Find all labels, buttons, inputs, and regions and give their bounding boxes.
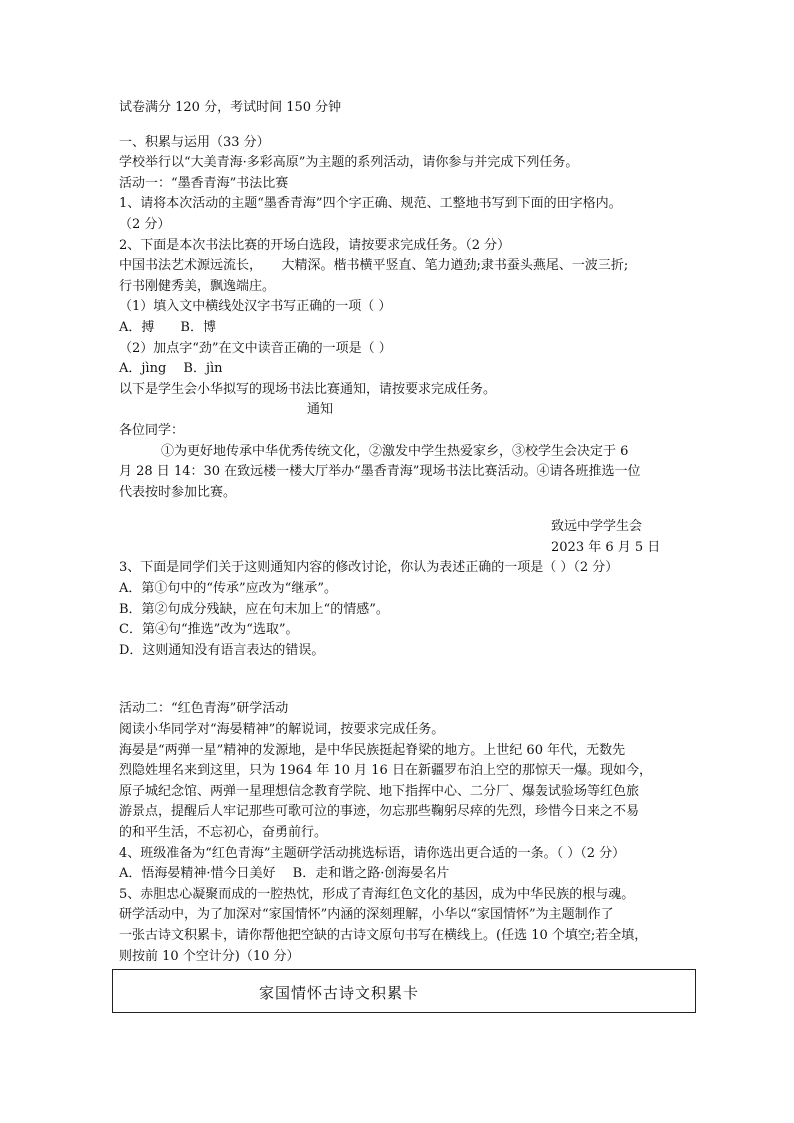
q2-passage-line: 行书刚健秀美，飘逸端庄。 [119, 278, 276, 294]
notice-title: 通知 [307, 402, 334, 418]
section-intro: 学校举行以“大美青海·多彩高原”为主题的系列活动，请你参与并完成下列任务。 [119, 155, 579, 171]
activity1-title: 活动一：“墨香青海”书法比赛 [119, 175, 289, 191]
q2-sub1-options: A．搏 B．博 [119, 319, 216, 335]
notice-intro: 以下是学生会小华拟写的现场书法比赛通知，请按要求完成任务。 [119, 381, 497, 397]
notice-body-line: 代表按时参加比赛。 [119, 484, 237, 500]
q2-text: 2、下面是本次书法比赛的开场白选段，请按要求完成任务。（2 分） [119, 237, 511, 253]
notice-signature: 致远中学学生会 [551, 519, 643, 535]
q2-passage-line: 中国书法艺术源远流长， 大精深。楷书横平竖直、笔力遒劲;隶书蚕头燕尾、一波三折; [119, 258, 629, 274]
section-title: 一、积累与运用（33 分） [119, 134, 270, 150]
notice-body-line: 月 28 日 14：30 在致远楼一楼大厅举办“墨香青海”现场书法比赛活动。④请各班推选一位 [119, 464, 641, 480]
q5-text: 一张古诗文积累卡，请你帮他把空缺的古诗文原句书写在横线上。(任选 10 个填空;若全填， [119, 927, 648, 943]
q2-sub2-options: A．jìng B．jìn [119, 361, 223, 377]
poetry-card-title: 家国情怀古诗文积累卡 [259, 984, 420, 1002]
q1-text: 1、请将本次活动的主题“墨香青海”四个字正确、规范、工整地书写到下面的田字格内。 [119, 196, 622, 212]
haiyan-passage-line: 烈隐姓埋名来到这里，只为 1964 年 10 月 16 日在新疆罗布泊上空的那惊天一爆。现如今， [119, 763, 652, 779]
q5-text: 5、赤胆忠心凝聚而成的一腔热忱，形成了青海红色文化的基因，成为中华民族的根与魂。 [119, 886, 635, 902]
q3-text: 3、下面是同学们关于这则通知内容的修改讨论，你认为表述正确的一项是（ ）（2 分） [119, 560, 619, 576]
q1-score: （2 分） [119, 216, 171, 232]
q2-sub2: （2）加点字“劲”在文中读音正确的一项是（ ） [119, 340, 392, 356]
exam-page [119, 98, 679, 967]
spacer [119, 503, 679, 517]
haiyan-passage-line: 海晏是“两弹一星”精神的发源地，是中华民族挺起脊梁的地方。上世纪 60 年代，无数先 [119, 742, 626, 758]
haiyan-passage-line: 原子城纪念馆、两弹一星理想信念教育学院、地下指挥中心、二分厂、爆轰试验场等红色旅 [119, 783, 640, 799]
q4-text: 4、班级准备为“红色青海”主题研学活动挑选标语，请你选出更合适的一条。（ ）（2 分） [119, 845, 626, 861]
q4-options: A．悟海晏精神·惜今日美好 B．走和谐之路·创海晏名片 [119, 866, 450, 882]
q2-sub1: （1）填入文中横线处汉字书写正确的一项（ ） [119, 299, 392, 315]
haiyan-passage-line: 的和平生活，不忘初心，奋勇前行。 [119, 825, 328, 840]
spacer [119, 119, 679, 133]
q5-text: 研学活动中，为了加深对“家国情怀”内涵的深刻理解，小华以“家国情怀”为主题制作了 [119, 907, 614, 923]
q3-option-d: D．这则通知没有语言表达的错误。 [119, 642, 325, 658]
exam-info: 试卷满分 120 分，考试时间 150 分钟 [119, 100, 342, 115]
activity2-intro: 阅读小华同学对“海晏精神”的解说词，按要求完成任务。 [119, 722, 445, 738]
spacer [119, 661, 679, 699]
q3-option-a: A．第①句中的“传承”应改为“继承”。 [119, 581, 337, 597]
notice-date: 2023 年 6 月 5 日 [551, 539, 661, 555]
notice-body-line: ①为更好地传承中华优秀传统文化，②激发中学生热爱家乡，③校学生会决定于 6 [161, 443, 629, 459]
haiyan-passage-line: 游景点，提醒后人牢记那些可歌可泣的事迹，勿忘那些鞠躬尽瘁的先烈，珍惜今日来之不易 [119, 804, 640, 820]
q3-option-c: C．第④句“推选”改为“选取”。 [119, 622, 299, 638]
notice-greeting: 各位同学： [119, 422, 185, 438]
activity2-title: 活动二：“红色青海”研学活动 [119, 701, 289, 717]
poetry-card-box [112, 969, 696, 1013]
q5-text: 则按前 10 个空计分)（10 分） [119, 948, 300, 964]
q3-option-b: B．第②句成分残缺，应在句末加上“的情感”。 [119, 601, 389, 617]
